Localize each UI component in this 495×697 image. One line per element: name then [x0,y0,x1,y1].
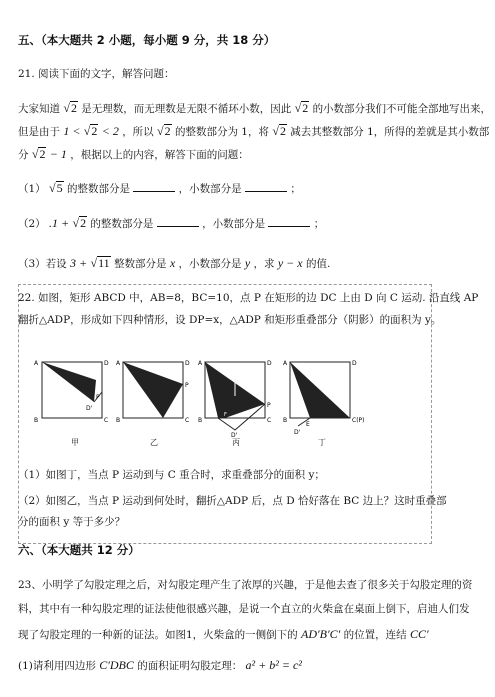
q21-paragraph-line-2 [18,124,489,139]
text: 的值. [305,258,331,270]
svg-text:A: A [116,360,121,367]
svg-text:D: D [104,360,109,367]
text: ，所以 [122,126,154,138]
text: ，求 [253,258,275,270]
text: ，小数部分是 [178,183,242,195]
q21-intro-text: 阅读下面的文字，解答问题： [38,68,175,80]
svg-text:D': D' [86,405,93,412]
svg-text:A: A [283,360,288,367]
svg-text:A: A [34,360,39,367]
text: 减去其整数部分 1，所得的差就是其小数部 [290,126,490,138]
answer-blank[interactable] [133,181,175,192]
math: CC′ [409,627,429,641]
svg-text:D: D [352,360,357,367]
q23-line-2: 料，其中有一种勾股定理的证法使他很感兴趣，是说一个直立的火柴盒在桌面上倒下，启迪人们发 [18,603,470,615]
math: y − x [277,256,303,270]
svg-text:P: P [185,382,189,389]
svg-text:B: B [198,417,203,424]
text: 是无理数，而无理数是无限不循环小数，因此 [81,103,292,115]
q22-sub-2-line-2: 分的面积 y 等于多少？ [18,516,126,528]
math: AD′B′C′ [301,627,341,641]
svg-text:D: D [267,360,272,367]
caption-jia: 甲 [71,438,79,447]
sqrt-2: √2 [63,101,77,115]
math: 3 + [70,256,88,270]
svg-text:D': D' [231,432,238,437]
text: （3）若设 [18,258,67,270]
svg-text:A: A [198,360,203,367]
math: .1 + [49,216,70,230]
caption-yi: 乙 [150,438,158,447]
q23-line-4 [18,658,302,673]
math: a² + b² = c² [245,658,302,672]
sqrt-2: √2 [294,101,309,115]
q21-sub-1 [18,181,301,196]
text: ，根据以上的内容，解答下面的问题： [70,149,249,161]
math: 1 < [63,124,81,138]
sqrt-2: √2 [272,124,286,138]
math: y [244,256,251,270]
answer-blank[interactable] [245,181,287,192]
caption-bing: 丙 [232,438,240,447]
text: 的位置，连结 [343,629,407,641]
math: < 2 [101,124,119,138]
svg-text:D': D' [294,429,301,436]
q21-paragraph-line-3 [18,147,249,162]
figure-jia [34,360,109,424]
sqrt-2: √2 [31,147,46,161]
text: 的面积证明勾股定理： [137,660,243,672]
q23-line-3 [18,627,429,642]
sqrt-5: √5 [49,181,63,195]
text: 的整数部分是 [66,183,130,195]
text: ； [290,183,301,195]
svg-text:C: C [104,417,109,424]
q21-number: 21. [18,68,35,80]
text: 但是由于 [18,126,60,138]
math: − 1 [49,147,67,161]
svg-text:D: D [185,360,190,367]
text: 分 [18,149,29,161]
svg-text:C: C [185,417,190,424]
svg-text:C(P): C(P) [352,417,365,424]
caption-ding: 丁 [318,438,326,447]
sqrt-11: √11 [90,256,110,270]
q21-intro [18,67,175,81]
q23-line-1: 23、小明学了勾股定理之后，对勾股定理产生了浓厚的兴趣，于是他去查了很多关于勾股定理的资 [18,579,473,591]
sqrt-2: √2 [83,124,98,138]
q22-line-2: 翻折△ADP，形成如下四种情形，设 DP=x，△ADP 和矩形重叠部分（阴影）的面积为 y。 [18,314,442,326]
text: （2） [18,218,46,230]
figure-yi [116,360,190,424]
text: 的整数部分为 1，将 [174,126,269,138]
text: ； [313,218,325,230]
q22-sub-1: （1）如图丁，当点 P 运动到与 C 重合时，求重叠部分的面积 y； [18,469,325,481]
sqrt-2: √2 [72,216,87,230]
figure-ding [283,360,365,436]
svg-text:E: E [214,412,218,418]
q22-figures [28,352,428,437]
section-5-heading: 五、（本大题共 2 小题，每小题 9 分，共 18 分） [18,33,276,47]
q21-sub-2 [18,216,324,231]
svg-text:P: P [96,394,100,401]
q22-line-1: 22. 如图，矩形 ABCD 中，AB=8，BC=10，点 P 在矩形的边 DC 上由 D 向 C 运动. 沿直线 AP [18,292,479,304]
math: x [169,256,176,270]
sqrt-2: √2 [157,124,171,138]
math: C′DBC [99,658,134,672]
text: 现了勾股定理的一种新的证法。如图1，火柴盒的一侧倒下的 [18,629,298,641]
text: ，小数部分是 [202,218,266,230]
svg-text:E: E [306,421,310,428]
text: （1） [18,183,46,195]
svg-text:F: F [224,412,227,418]
svg-text:P: P [267,402,271,409]
figure-bing [198,360,272,437]
text: 的整数部分是 [90,218,154,230]
text: ，小数部分是 [178,258,242,270]
answer-blank[interactable] [268,216,310,227]
text: 的小数部分我们不可能全部地写出来， [312,103,492,115]
section-6-heading: 六、（本大题共 12 分） [18,543,140,557]
svg-text:C: C [267,417,272,424]
answer-blank[interactable] [157,216,199,227]
q22-sub-2-line-1: （2）如图乙，当点 P 运动到何处时，翻折△ADP 后，点 D 恰好落在 BC 边上？这时重叠部 [18,495,447,507]
svg-text:B: B [34,417,39,424]
q21-paragraph-line-1 [18,101,491,116]
text: 整数部分是 [113,258,167,270]
text: 大家知道 [18,103,60,115]
text: (1)请利用四边形 [18,660,96,672]
svg-text:B: B [116,417,121,424]
q21-sub-3 [18,256,330,271]
svg-text:B: B [283,417,288,424]
